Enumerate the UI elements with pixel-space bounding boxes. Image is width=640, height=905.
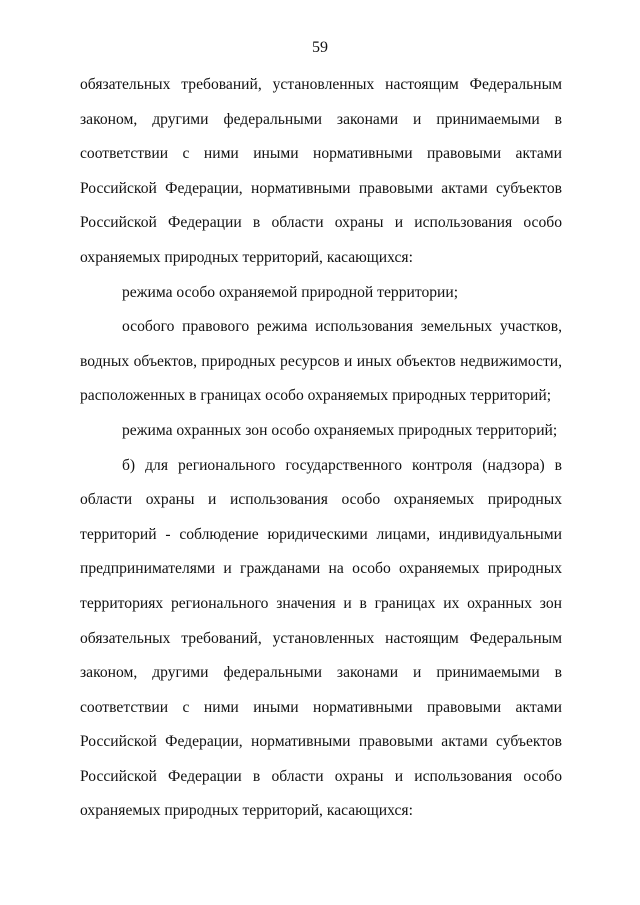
text-line: режима особо охраняемой природной территории; [122, 283, 459, 301]
text-line: обязательных требований, установленных настоящим Федеральным [80, 629, 562, 647]
text-line: особого правового режима использования земельных участков, [122, 318, 562, 336]
body-text [80, 68, 562, 829]
text-line: Российской Федерации в области охраны и использования особо [80, 767, 562, 785]
text-line: территориях регионального значения и в границах их охранных зон [80, 594, 562, 612]
text-line: Российской Федерации, нормативными правовыми актами субъектов [80, 733, 562, 751]
text-line: соответствии с ними иными нормативными правовыми актами [80, 698, 562, 716]
text-line: водных объектов, природных ресурсов и иных объектов недвижимости, [80, 352, 562, 370]
text-line: Российской Федерации в области охраны и использования особо [80, 214, 562, 232]
text-line: режима охранных зон особо охраняемых природных территорий; [122, 421, 558, 439]
text-line: территорий - соблюдение юридическими лицами, индивидуальными [80, 525, 562, 543]
text-line: предпринимателями и гражданами на особо охраняемых природных [80, 560, 562, 578]
text-line: расположенных в границах особо охраняемых природных территорий; [80, 387, 552, 405]
text-line: законом, другими федеральными законами и принимаемыми в [80, 110, 562, 128]
text-line: охраняемых природных территорий, касающихся: [80, 802, 413, 820]
text-line: соответствии с ними иными нормативными правовыми актами [80, 145, 562, 163]
text-line: законом, другими федеральными законами и принимаемыми в [80, 664, 562, 682]
text-line: Российской Федерации, нормативными правовыми актами субъектов [80, 179, 562, 197]
text-line: области охраны и использования особо охраняемых природных [80, 491, 562, 509]
text-line: б) для регионального государственного контроля (надзора) в [122, 456, 562, 474]
page-number: 59 [312, 39, 328, 56]
text-line: охраняемых природных территорий, касающихся: [80, 248, 413, 266]
text-line: обязательных требований, установленных настоящим Федеральным [80, 76, 562, 93]
